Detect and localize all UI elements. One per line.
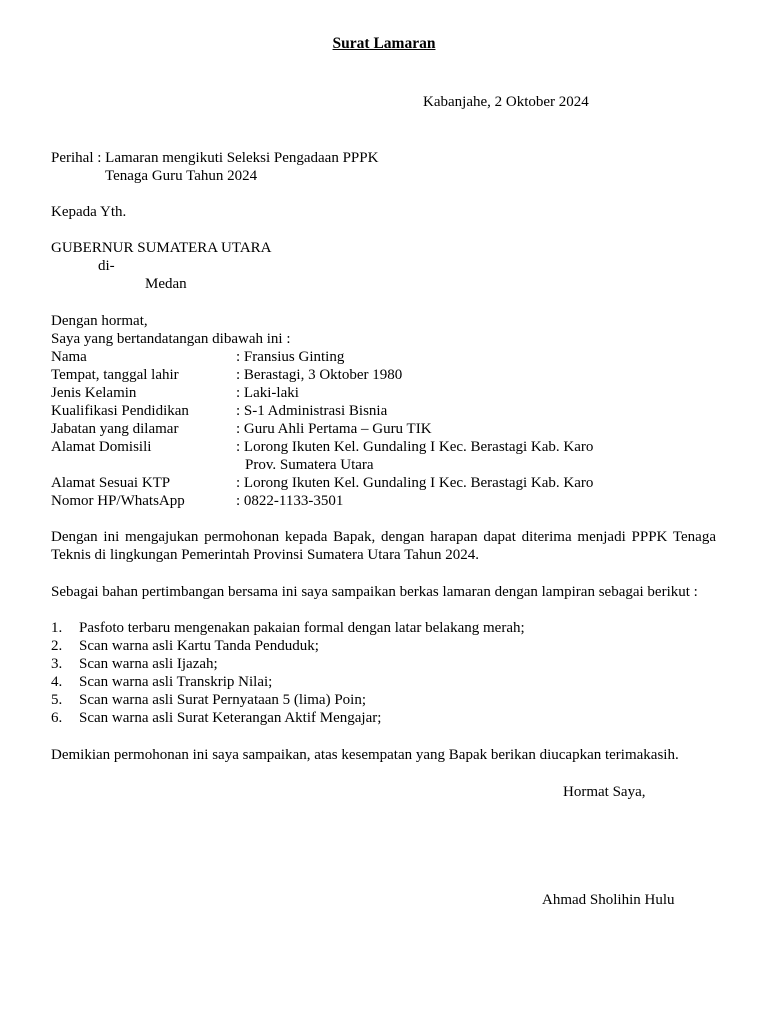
field-label-phone: Nomor HP/WhatsApp [51,493,185,509]
list-item: Scan warna asli Ijazah; [79,656,218,672]
field-label-domicile: Alamat Domisili [51,439,152,455]
signer-name: Ahmad Sholihin Hulu [542,892,675,908]
greeting: Dengan hormat, [51,313,148,329]
list-number: 5. [51,692,63,708]
field-value-education: : S-1 Administrasi Bisnia [236,403,388,419]
addressee-label: Kepada Yth. [51,204,127,220]
list-number: 3. [51,656,63,672]
field-label-birth: Tempat, tanggal lahir [51,367,179,383]
field-value-ktp-address: : Lorong Ikuten Kel. Gundaling I Kec. Berastagi Kab. Karo [236,475,594,491]
field-value-phone: : 0822-1133-3501 [236,493,344,509]
list-item: Pasfoto terbaru mengenakan pakaian formal dengan latar belakang merah; [79,620,525,636]
recipient-name: GUBERNUR SUMATERA UTARA [51,240,272,256]
list-number: 4. [51,674,63,690]
field-value-nama: : Fransius Ginting [236,349,345,365]
closing-paragraph: Demikian permohonan ini saya sampaikan, atas kesempatan yang Bapak berikan diucapkan terimakasih. [51,747,679,763]
field-label-nama: Nama [51,349,87,365]
list-item: Scan warna asli Surat Pernyataan 5 (lima) Poin; [79,692,367,708]
field-value-domicile: : Lorong Ikuten Kel. Gundaling I Kec. Berastagi Kab. Karo [236,439,594,455]
list-item: Scan warna asli Kartu Tanda Penduduk; [79,638,319,654]
list-item: Scan warna asli Transkrip Nilai; [79,674,273,690]
place-date: Kabanjahe, 2 Oktober 2024 [423,94,589,110]
subject-line-2: Tenaga Guru Tahun 2024 [105,168,258,184]
list-number: 1. [51,620,63,636]
application-paragraph: Dengan ini mengajukan permohonan kepada Bapak, dengan harapan dapat diterima menjadi PPPK Tenaga Teknis di lingkungan Pemerintah Provinsi Sumatera Utara Tahun 2024. [51,529,716,563]
field-label-education: Kualifikasi Pendidikan [51,403,189,419]
field-label-gender: Jenis Kelamin [51,385,137,401]
list-item: Scan warna asli Surat Keterangan Aktif Mengajar; [79,710,382,726]
field-value-gender: : Laki-laki [236,385,299,401]
field-label-position: Jabatan yang dilamar [51,421,179,437]
intro-line: Saya yang bertandatangan dibawah ini : [51,331,291,347]
attachments-intro: Sebagai bahan pertimbangan bersama ini saya sampaikan berkas lamaran dengan lampiran sebagai berikut : [51,584,698,600]
field-value-position: : Guru Ahli Pertama – Guru TIK [236,421,432,437]
recipient-city: Medan [145,276,187,292]
subject-line-1: Perihal : Lamaran mengikuti Seleksi Pengadaan PPPK [51,150,379,166]
recipient-di: di- [98,258,115,274]
regards: Hormat Saya, [563,784,646,800]
field-value-domicile-cont: Prov. Sumatera Utara [245,457,374,473]
field-value-birth: : Berastagi, 3 Oktober 1980 [236,367,403,383]
list-number: 2. [51,638,63,654]
letter-title: Surat Lamaran [332,35,436,52]
list-number: 6. [51,710,63,726]
field-label-ktp-address: Alamat Sesuai KTP [51,475,171,491]
